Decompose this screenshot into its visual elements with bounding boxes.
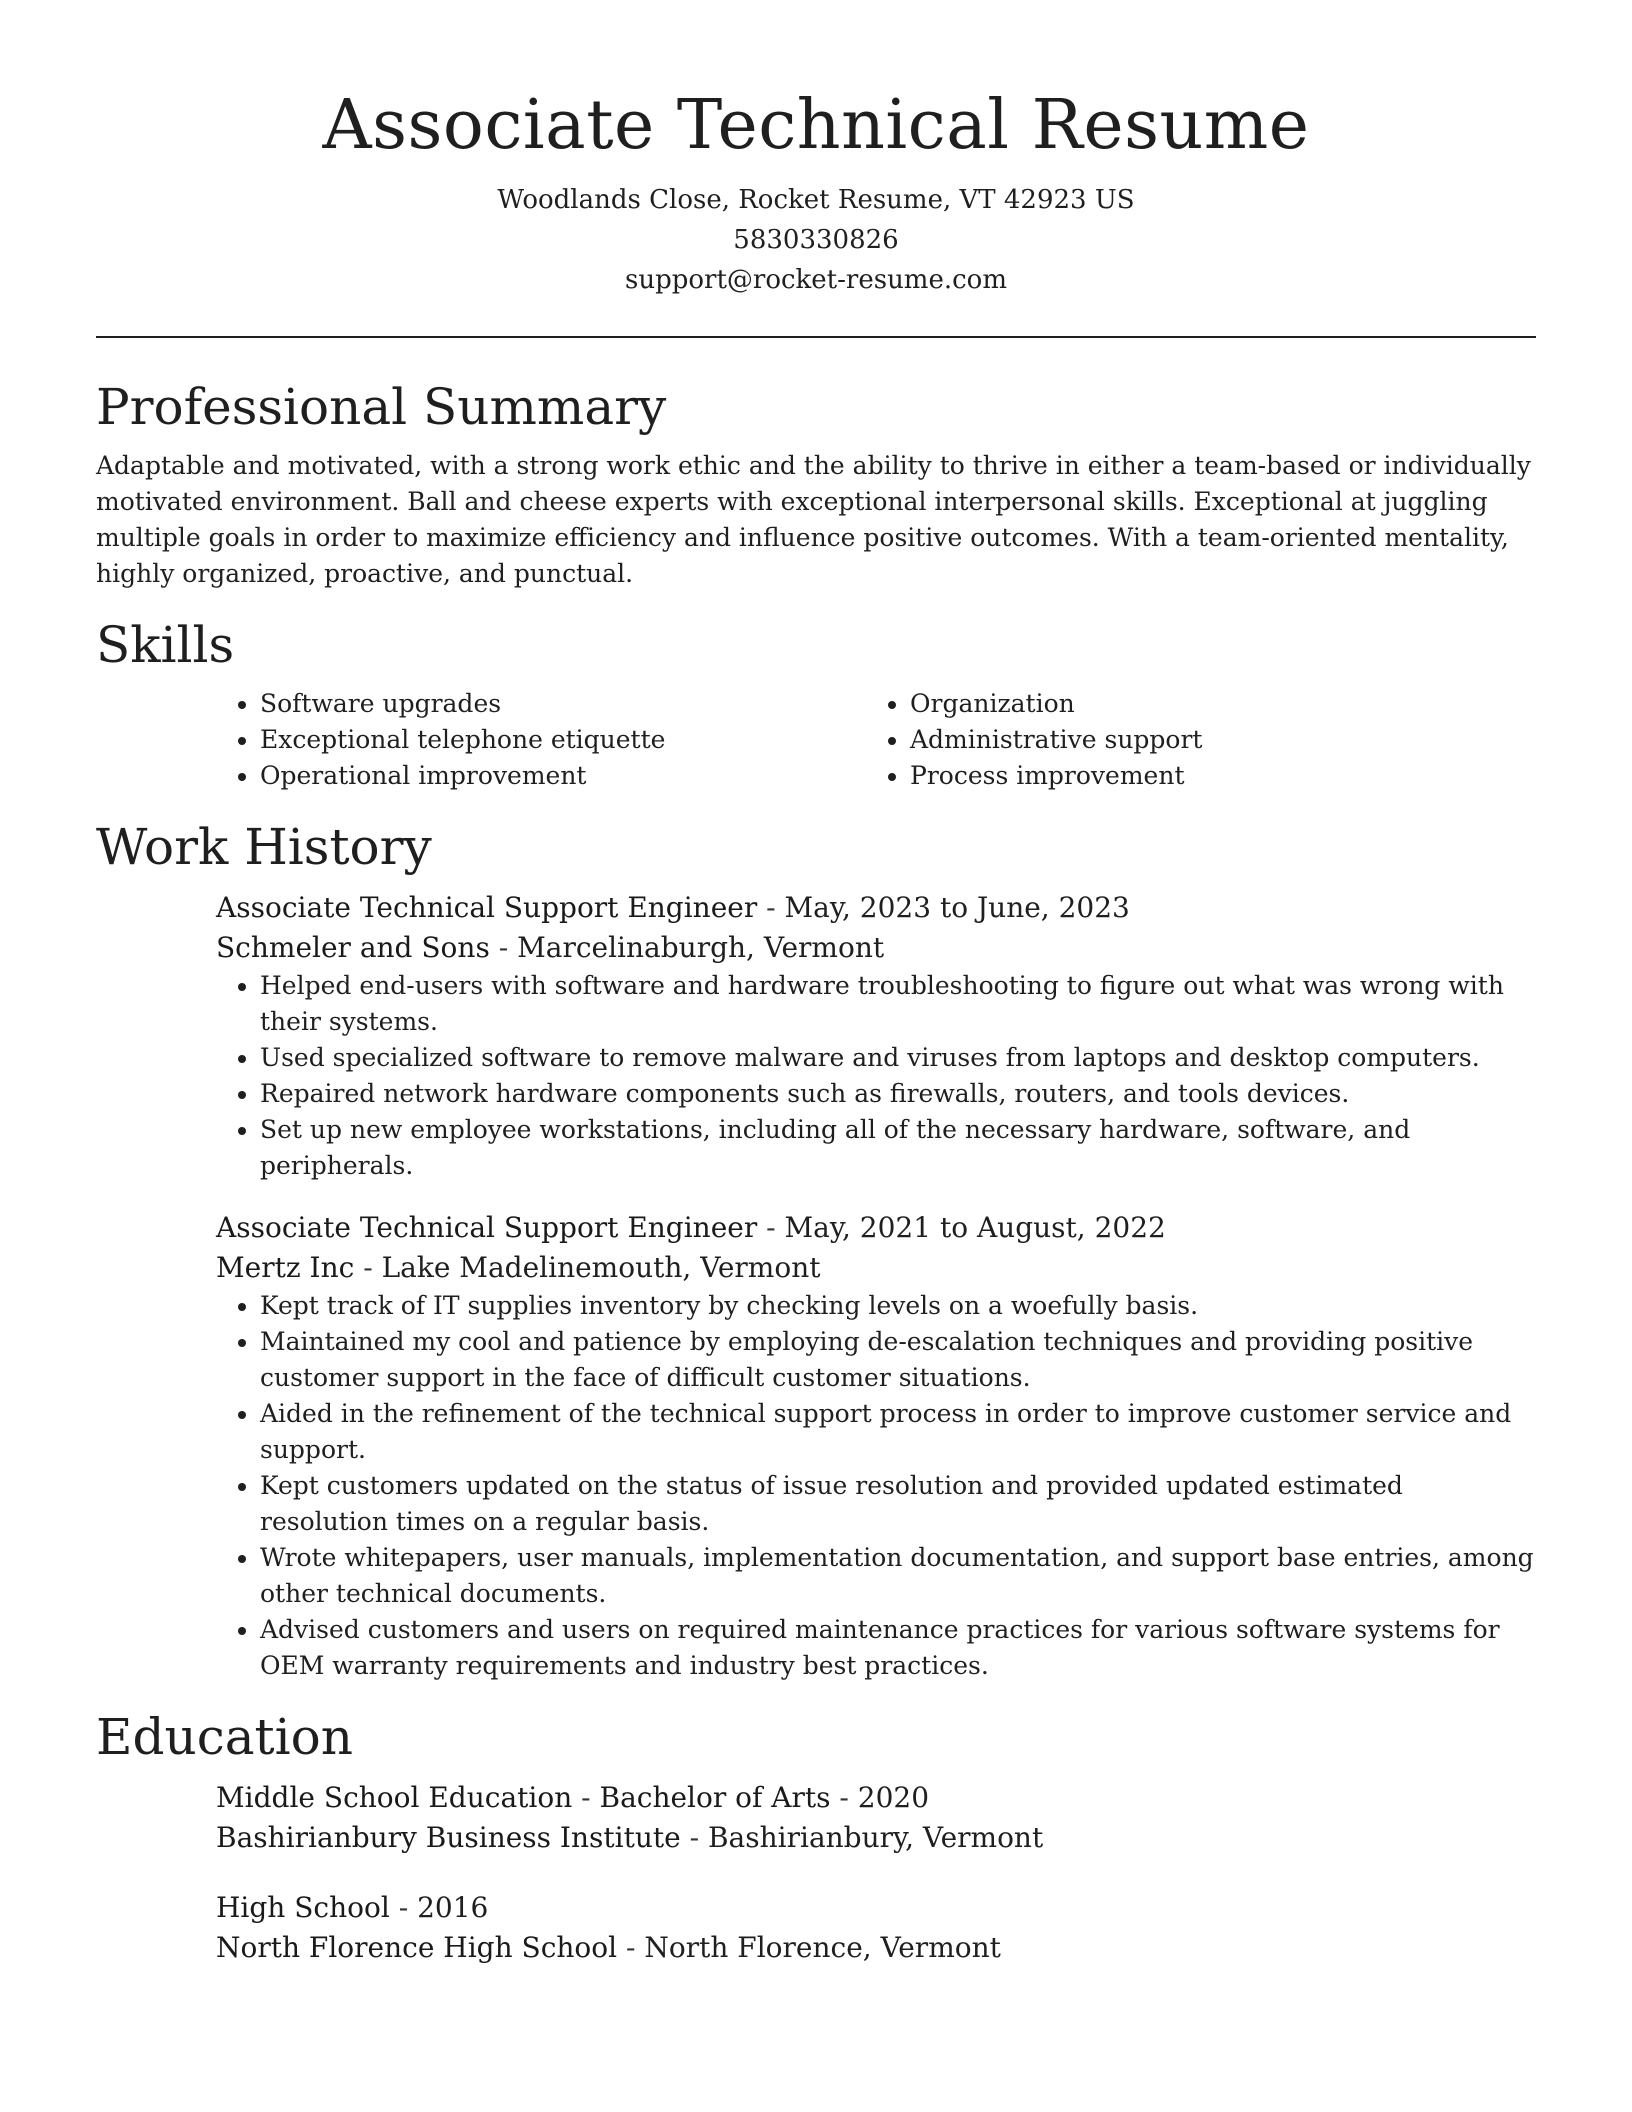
school-line — [216, 1928, 1536, 1968]
job-entry — [216, 888, 1536, 1184]
phone-number: 5830330826 — [733, 225, 899, 255]
job-dates: May, 2023 to June, 2023 — [784, 891, 1130, 924]
separator: - — [680, 1821, 708, 1854]
degree-line — [216, 1888, 1536, 1928]
summary-section — [96, 376, 1536, 592]
company-name: Schmeler and Sons — [216, 931, 490, 964]
degree-line — [216, 1778, 1536, 1818]
job-bullet: • Kept track of IT supplies inventory by checking levels on a woefully basis. — [260, 1288, 1536, 1324]
job-bullet: • Wrote whitepapers, user manuals, implementation documentation, and support base entries, among other technical documents. — [260, 1540, 1536, 1612]
job-company-line — [216, 928, 1536, 968]
job-bullet: • Maintained my cool and patience by employing de-escalation techniques and providing positive customer support in the face of difficult customer situations. — [260, 1324, 1536, 1396]
degree-name: High School — [216, 1891, 390, 1924]
job-bullet: • Advised customers and users on required maintenance practices for various software systems for OEM warranty requirements and industry best practices. — [260, 1612, 1536, 1684]
skills-grid — [216, 686, 1536, 794]
school-name: North Florence High School — [216, 1931, 618, 1964]
job-bullet: • Aided in the refinement of the technical support process in order to improve customer service and support. — [260, 1396, 1536, 1468]
separator: - — [757, 891, 785, 924]
skills-section — [96, 614, 1536, 794]
graduation-year: 2020 — [857, 1781, 930, 1814]
graduation-year: 2016 — [417, 1891, 489, 1924]
summary-heading: Professional Summary — [96, 378, 667, 436]
resume-page — [96, 0, 1536, 1968]
job-bullet: • Set up new employee workstations, including all of the necessary hardware, software, and peripherals. — [260, 1112, 1536, 1184]
school-location: Bashirianbury, Vermont — [707, 1821, 1044, 1854]
work-history-heading: Work History — [96, 818, 432, 876]
education-entry — [216, 1778, 1536, 1858]
degree-field: Bachelor of Arts — [599, 1781, 831, 1814]
skills-list-left — [216, 686, 866, 794]
resume-title: Associate Technical Resume — [322, 86, 1310, 165]
job-bullet: • Kept customers updated on the status of issue resolution and provided updated estimated resolution times on a regular basis. — [260, 1468, 1536, 1540]
job-location: Marcelinaburgh, Vermont — [517, 931, 885, 964]
job-bullets — [216, 968, 1536, 1184]
work-history-section — [96, 816, 1536, 1684]
job-bullet: • Used specialized software to remove malware and viruses from laptops and desktop computers. — [260, 1040, 1536, 1076]
separator: - — [489, 931, 518, 964]
job-bullets — [216, 1288, 1536, 1684]
job-title-line — [216, 1208, 1536, 1248]
summary-text: Adaptable and motivated, with a strong work ethic and the ability to thrive in either a team-based or individually motivated environment. Ball and cheese experts with exceptional interpersonal skills. Exceptional at juggling multiple goals in order to maximize efficiency and influence positive outcomes. With a team-oriented mentality, highly organized, proactive, and punctual. — [96, 451, 1531, 588]
education-section — [96, 1706, 1536, 1968]
skill-item: • Process improvement — [910, 758, 1516, 794]
email-address: support@rocket-resume.com — [624, 265, 1007, 295]
company-name: Mertz Inc — [216, 1251, 355, 1284]
degree-name: Middle School Education — [216, 1781, 573, 1814]
contact-block — [96, 180, 1536, 300]
education-heading: Education — [96, 1708, 353, 1766]
school-location: North Florence, Vermont — [644, 1931, 1001, 1964]
skill-item: • Operational improvement — [260, 758, 866, 794]
job-title: Associate Technical Support Engineer — [216, 891, 758, 924]
separator: - — [354, 1251, 382, 1284]
separator: - — [830, 1781, 858, 1814]
job-dates: May, 2021 to August, 2022 — [784, 1211, 1166, 1244]
skill-item: • Exceptional telephone etiquette — [260, 722, 866, 758]
job-entry — [216, 1208, 1536, 1684]
school-name: Bashirianbury Business Institute — [216, 1821, 681, 1854]
skill-item: • Organization — [910, 686, 1516, 722]
job-location: Lake Madelinemouth, Vermont — [381, 1251, 821, 1284]
separator: - — [757, 1211, 785, 1244]
job-title: Associate Technical Support Engineer — [216, 1211, 758, 1244]
school-line — [216, 1818, 1536, 1858]
skill-item: • Software upgrades — [260, 686, 866, 722]
separator: - — [572, 1781, 600, 1814]
education-entry — [216, 1888, 1536, 1968]
skill-item: • Administrative support — [910, 722, 1516, 758]
address: Woodlands Close, Rocket Resume, VT 42923 US — [497, 185, 1135, 215]
job-bullet: • Helped end-users with software and hardware troubleshooting to figure out what was wrong with their systems. — [260, 968, 1536, 1040]
header-divider — [96, 336, 1536, 338]
resume-header — [96, 0, 1536, 300]
job-company-line — [216, 1248, 1536, 1288]
job-title-line — [216, 888, 1536, 928]
job-bullet: • Repaired network hardware components such as firewalls, routers, and tools devices. — [260, 1076, 1536, 1112]
separator: - — [389, 1891, 418, 1924]
separator: - — [617, 1931, 645, 1964]
skills-heading: Skills — [96, 616, 235, 674]
skills-list-right — [866, 686, 1516, 794]
